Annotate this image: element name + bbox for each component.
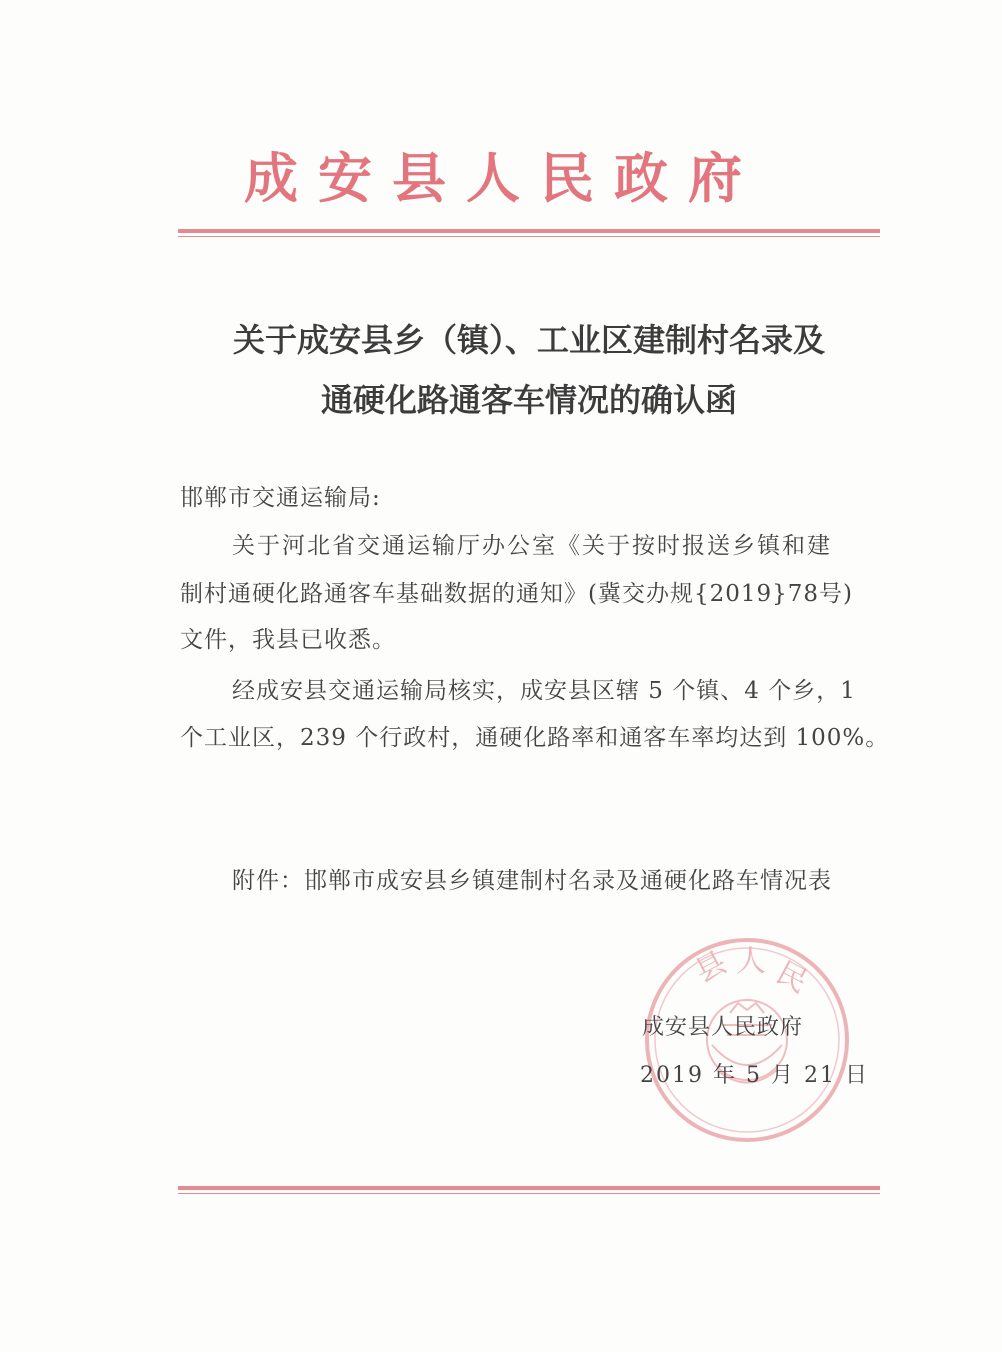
paragraph-1-line-2: 制村通硬化路通客车基础数据的通知》(冀交办规{2019}78号)	[180, 581, 854, 607]
paragraph-1-line-1: 关于河北省交通运输厅办公室《关于按时报送乡镇和建	[232, 533, 832, 559]
footer-divider	[178, 1186, 880, 1194]
paragraph-2-line-1: 经成安县交通运输局核实，成安县区辖 5 个镇、4 个乡，1	[232, 678, 856, 704]
letterhead-title: 成安县人民政府	[244, 146, 762, 210]
svg-text:县: 县	[689, 945, 733, 991]
document-title-line-2: 通硬化路通客车情况的确认函	[320, 381, 737, 419]
header-divider	[178, 229, 880, 237]
svg-text:民: 民	[770, 955, 814, 1001]
signature-date: 2019 年 5 月 21 日	[640, 1063, 869, 1088]
paragraph-1-line-3: 文件，我县已收悉。	[180, 627, 396, 653]
paragraph-2-line-2: 个工业区，239 个行政村，通硬化路率和通客车率均达到 100%。	[180, 725, 890, 751]
salutation: 邯郸市交通运输局:	[180, 485, 381, 511]
svg-text:人: 人	[736, 944, 766, 979]
attachment-note: 附件：邯郸市成安县乡镇建制村名录及通硬化路车情况表	[232, 868, 832, 894]
signature-organization: 成安县人民政府	[642, 1015, 804, 1040]
document-title-line-1: 关于成安县乡（镇）、工业区建制村名录及	[232, 321, 825, 359]
